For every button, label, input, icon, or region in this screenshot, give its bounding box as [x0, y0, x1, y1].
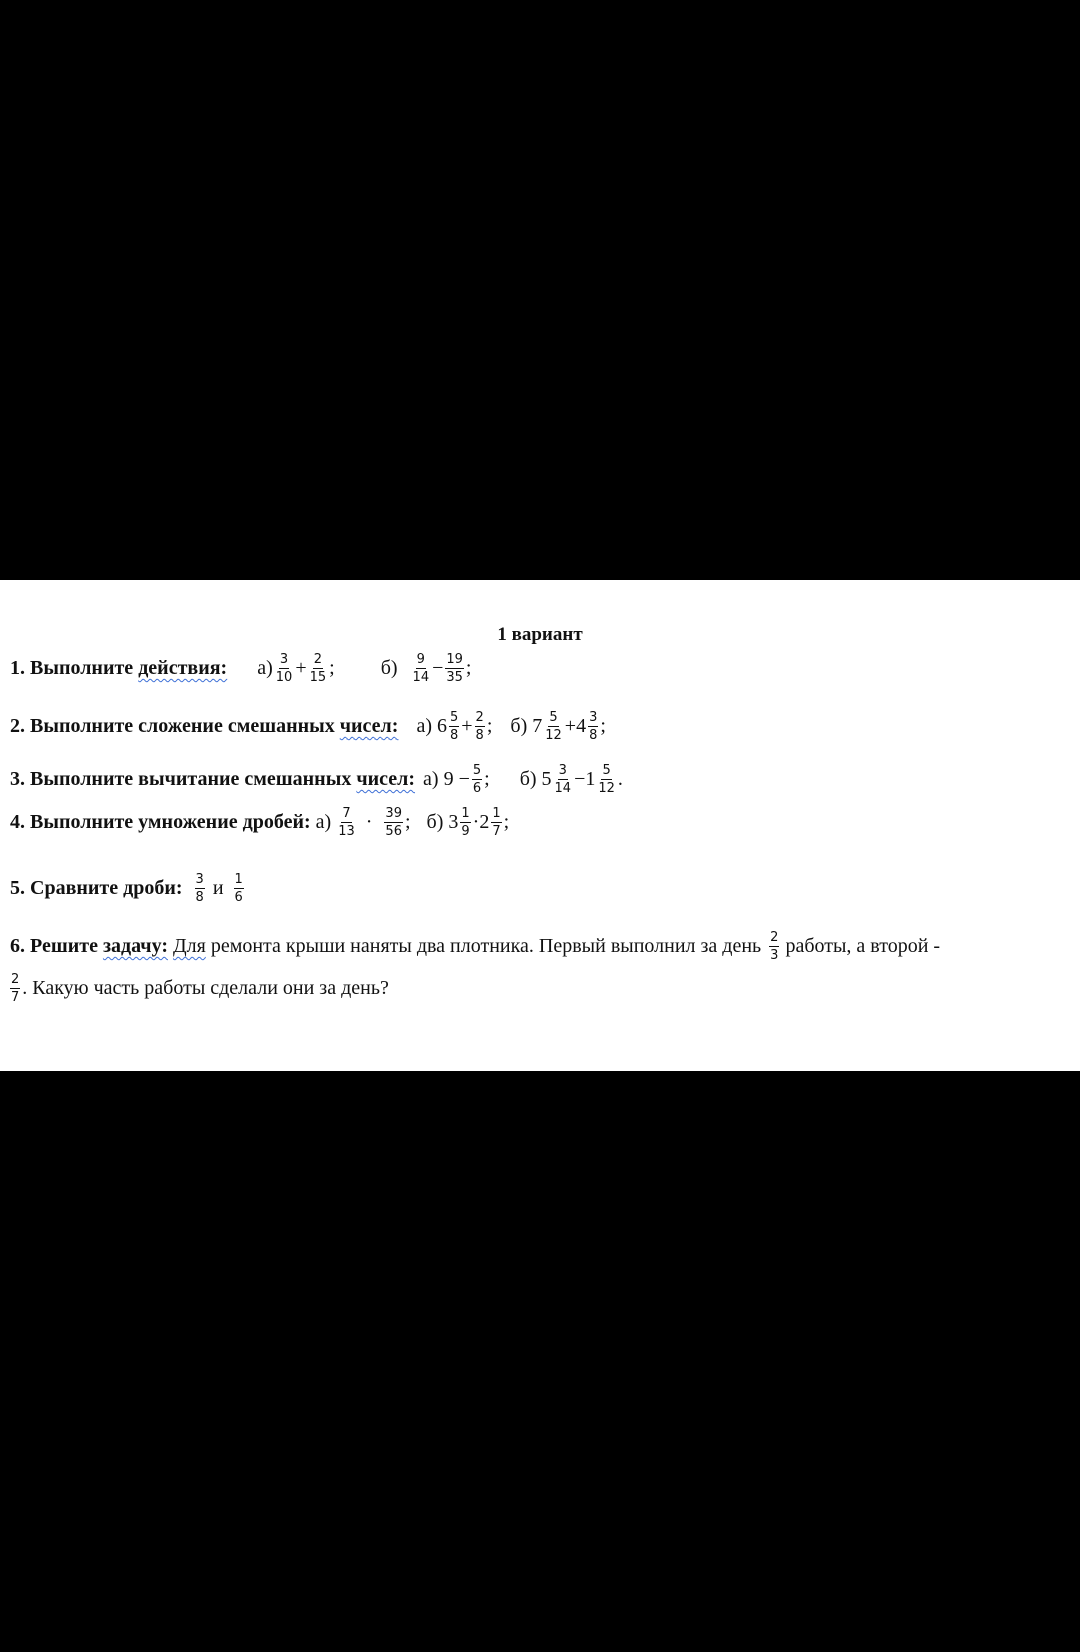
task-3a-prefix: а) — [423, 768, 439, 790]
task-6-text-3: . Какую часть работы сделали они за день? — [22, 977, 389, 999]
task-2a-prefix: а) — [416, 715, 432, 737]
task-6 — [10, 930, 940, 963]
operator: · — [365, 811, 373, 833]
whole-number: 6 — [436, 715, 447, 737]
fraction: $\frac{5}{8}$ — [449, 710, 459, 743]
document-page — [0, 580, 1080, 1071]
task-1-label: 1. Выполните — [10, 657, 134, 679]
conjunction: и — [212, 877, 224, 899]
task-1b-prefix: б) — [380, 657, 398, 679]
page-title: 1 вариант — [497, 624, 583, 645]
fraction: $\frac{9}{14}$ — [412, 652, 430, 685]
fraction: $\frac{5}{12}$ — [598, 763, 615, 796]
punctuation: ; — [329, 657, 335, 679]
operator: + — [461, 715, 473, 737]
operator: + — [564, 715, 577, 737]
task-5-label: 5. Сравните дроби: — [10, 877, 183, 899]
punctuation: ; — [404, 811, 411, 833]
task-3 — [10, 763, 623, 796]
fraction: $\frac{7}{13}$ — [338, 806, 355, 839]
task-6-label: 6. Решите — [10, 935, 98, 957]
task-3b-prefix: б) — [519, 768, 537, 790]
task-6-text-2: работы, а второй - — [785, 935, 941, 957]
fraction: $\frac{1}{9}$ — [461, 806, 470, 839]
task-3-label-underlined: чисел: — [356, 768, 416, 790]
punctuation: ; — [484, 768, 490, 790]
punctuation: ; — [600, 715, 606, 737]
punctuation: ; — [465, 657, 472, 679]
task-6-text-1: ремонта крыши наняты два плотника. Первый выполнил за день — [210, 935, 762, 957]
task-2 — [10, 710, 606, 743]
whole-number: 9 — [443, 768, 454, 790]
fraction: $\frac{2}{15}$ — [309, 652, 327, 685]
fraction: $\frac{2}{8}$ — [475, 710, 484, 743]
fraction: $\frac{3}{8}$ — [195, 872, 204, 905]
punctuation: ; — [503, 811, 510, 833]
operator: · — [472, 811, 480, 833]
task-2b-prefix: б) — [510, 715, 528, 737]
whole-number: 2 — [479, 811, 490, 833]
whole-number: 4 — [576, 715, 587, 737]
whole-number: 5 — [541, 768, 552, 790]
fraction: $\frac{3}{10}$ — [275, 652, 293, 685]
fraction: $\frac{1}{6}$ — [234, 872, 243, 905]
task-5 — [10, 872, 246, 905]
task-6-continuation — [8, 972, 389, 1005]
task-2-label: 2. Выполните сложение смешанных — [10, 715, 335, 737]
whole-number: 3 — [448, 811, 459, 833]
fraction: $\frac{3}{14}$ — [554, 763, 572, 796]
fraction: $\frac{5}{12}$ — [545, 710, 562, 743]
fraction: $\frac{39}{56}$ — [385, 806, 402, 839]
fraction: $\frac{3}{8}$ — [589, 710, 598, 743]
task-4b-prefix: б) — [426, 811, 444, 833]
fraction: $\frac{1}{7}$ — [492, 806, 501, 839]
operator: + — [295, 657, 307, 679]
whole-number: 1 — [585, 768, 596, 790]
punctuation: . — [617, 768, 623, 790]
task-6-text-underlined: Для — [172, 935, 206, 957]
operator: − — [458, 768, 470, 790]
whole-number: 7 — [532, 715, 543, 737]
task-1a-prefix: а) — [257, 657, 273, 679]
fraction: $\frac{5}{6}$ — [472, 763, 482, 796]
task-4 — [10, 806, 509, 839]
task-2-label-underlined: чисел: — [339, 715, 399, 737]
task-4-label: 4. Выполните умножение дробей: — [10, 811, 311, 833]
fraction: $\frac{2}{3}$ — [770, 930, 779, 963]
task-4a-prefix: а) — [315, 811, 332, 833]
task-1 — [10, 652, 471, 685]
punctuation: ; — [486, 715, 493, 737]
fraction: $\frac{2}{7}$ — [11, 972, 20, 1005]
task-6-label-underlined: задачу: — [102, 935, 168, 957]
operator: − — [574, 768, 586, 790]
operator: − — [432, 657, 444, 679]
task-3-label: 3. Выполните вычитание смешанных — [10, 768, 352, 790]
fraction: $\frac{19}{35}$ — [446, 652, 463, 685]
task-1-label-underlined: действия: — [138, 657, 228, 679]
